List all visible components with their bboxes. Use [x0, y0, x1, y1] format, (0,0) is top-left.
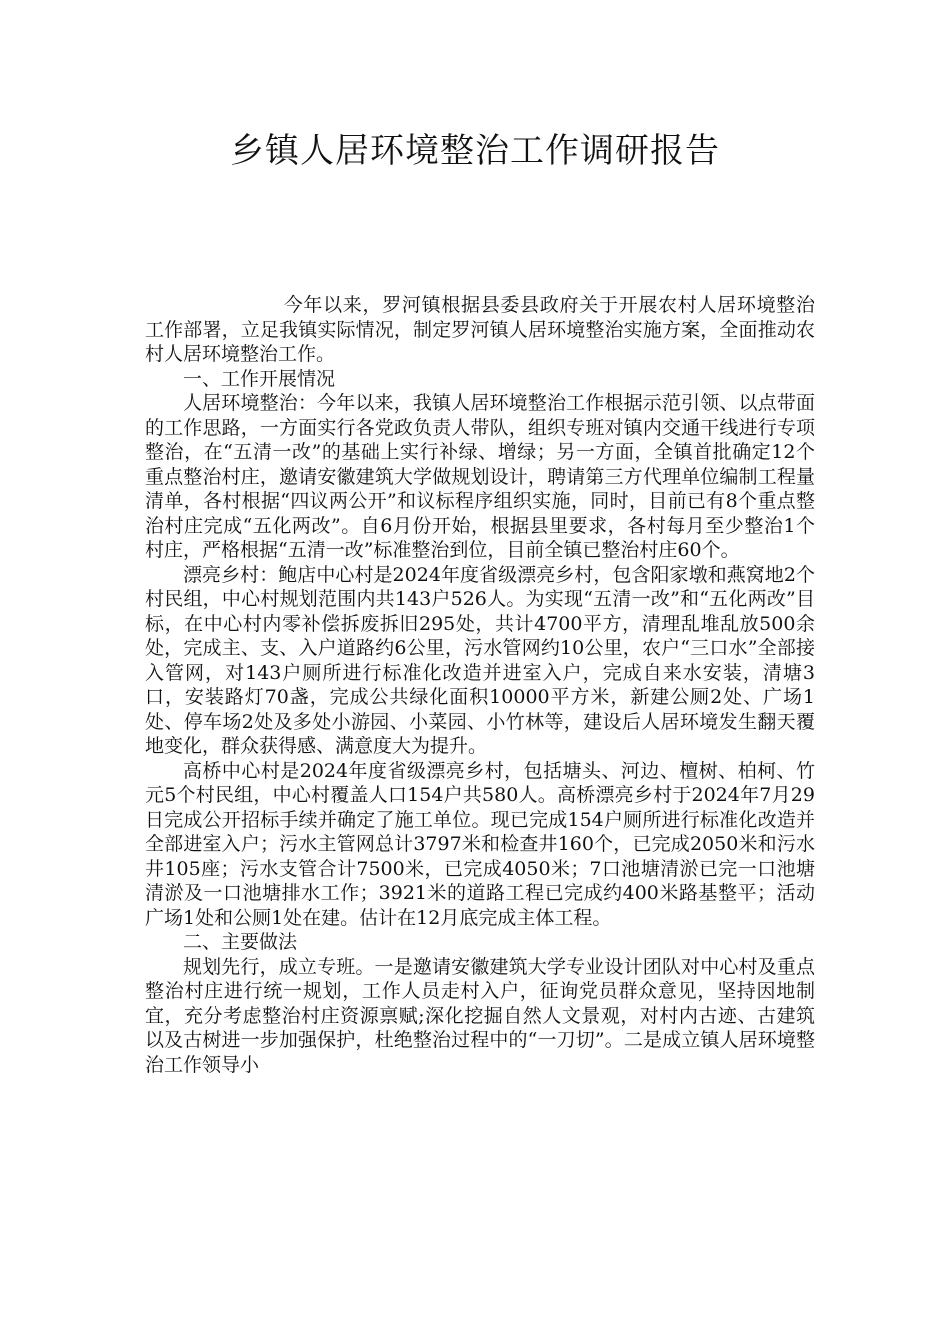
- document-title: 乡镇人居环境整治工作调研报告: [230, 131, 720, 171]
- document-body: [145, 293, 815, 1077]
- body-paragraph: 人居环境整治：今年以来，我镇人居环境整治工作根据示范引领、以点带面的工作思路，一方面实行各党政负责人带队，组织专班对镇内交通干线进行专项整治，在“五清一改”的基础上实行补绿、增绿；另一方面，全镇首批确定12个重点整治村庄，邀请安徽建筑大学做规划设计，聘请第三方代理单位编制工程量清单，各村根据“四议两公开”和议标程序组织实施，同时，目前已有8个重点整治村庄完成“五化两改”。自6月份开始，根据县里要求，各村每月至少整治1个村庄，严格根据“五清一改”标准整治到位，目前全镇已整治村庄60个。: [145, 392, 815, 561]
- section-heading-2: 二、主要做法: [183, 931, 298, 953]
- body-paragraph: 高桥中心村是2024年度省级漂亮乡村，包括塘头、河边、檀树、柏柯、竹元5个村民组，中心村覆盖人口154户共580人。高桥漂亮乡村于2024年7月29日完成公开招标手续并确定了施工单位。现已完成154户厕所进行标准化改造并全部进室入户；污水主管网总计3797米和检查井160个，已完成2050米和污水井105座；污水支管合计7500米，已完成4050米；7口池塘清淤已完一口池塘清淤及一口池塘排水工作；3921米的道路工程已完成约400米路基整平；活动广场1处和公厕1处在建。估计在12月底完成主体工程。: [145, 759, 815, 929]
- body-paragraph: 漂亮乡村：鲍店中心村是2024年度省级漂亮乡村，包含阳家墩和燕窝地2个村民组，中心村规划范围内共143户526人。为实现“五清一改”和“五化两改”目标，在中心村内零补偿拆废拆旧295处，共计4700平方，清理乱堆乱放500余处，完成主、支、入户道路约6公里，污水管网约10公里，农户“三口水”全部接入管网，对143户厕所进行标准化改造并进室入户，完成自来水安装，清塘3口，安装路灯70盏，完成公共绿化面积10000平方米，新建公厕2处、广场1处、停车场2处及多处小游园、小菜园、小竹林等，建设后人居环境发生翻天覆地变化，群众获得感、满意度大为提升。: [145, 563, 815, 757]
- intro-paragraph: 今年以来，罗河镇根据县委县政府关于开展农村人居环境整治工作部署，立足我镇实际情况，制定罗河镇人居环境整治实施方案，全面推动农村人居环境整治工作。: [145, 294, 815, 365]
- section-heading-1: 一、工作开展情况: [183, 367, 336, 390]
- body-paragraph: 规划先行，成立专班。一是邀请安徽建筑大学专业设计团队对中心村及重点整治村庄进行统一规划，工作人员走村入户，征询党员群众意见，坚持因地制宜，充分考虑整治村庄资源禀赋;深化挖掘自然人文景观，对村内古迹、古建筑以及古树进一步加强保护，杜绝整治过程中的“一刀切”。二是成立镇人居环境整治工作领导小: [145, 955, 815, 1076]
